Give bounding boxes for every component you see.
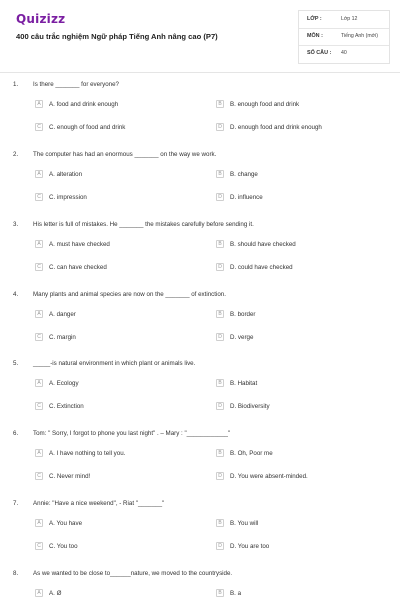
option-letter-box: A bbox=[35, 100, 43, 108]
option-letter-box: C bbox=[35, 263, 43, 271]
option-letter-box: D bbox=[216, 402, 224, 410]
info-value: 40 bbox=[341, 50, 347, 56]
option-a[interactable] bbox=[35, 238, 110, 250]
option-text: C. You too bbox=[49, 542, 78, 550]
question-2 bbox=[0, 149, 400, 217]
option-letter-box: B bbox=[216, 449, 224, 457]
question-number: 3. bbox=[13, 221, 19, 228]
question-8 bbox=[0, 568, 400, 600]
option-letter-box: A bbox=[35, 379, 43, 387]
option-text: B. Oh, Poor me bbox=[230, 449, 273, 457]
option-letter-box: A bbox=[35, 589, 43, 597]
option-text: C. Never mind! bbox=[49, 472, 91, 480]
question-text: The computer has had an enormous _______ on the way we work. bbox=[33, 151, 217, 158]
option-letter-box: C bbox=[35, 472, 43, 480]
option-text: C. enough of food and drink bbox=[49, 123, 126, 131]
question-1 bbox=[0, 79, 400, 147]
option-letter-box: B bbox=[216, 240, 224, 248]
option-c[interactable] bbox=[35, 400, 84, 412]
option-letter-box: D bbox=[216, 542, 224, 550]
info-row-subject bbox=[299, 28, 389, 46]
option-letter-box: A bbox=[35, 240, 43, 248]
option-text: A. Ø bbox=[49, 589, 62, 597]
option-text: C. can have checked bbox=[49, 263, 107, 271]
option-a[interactable] bbox=[35, 168, 82, 180]
option-c[interactable] bbox=[35, 261, 107, 273]
option-letter-box: A bbox=[35, 310, 43, 318]
option-c[interactable] bbox=[35, 331, 76, 343]
option-b[interactable] bbox=[216, 308, 255, 320]
quizizz-logo: Quizizz bbox=[16, 12, 66, 26]
option-text: A. alteration bbox=[49, 170, 83, 178]
option-text: C. margin bbox=[49, 333, 76, 341]
question-number: 1. bbox=[13, 81, 19, 88]
option-text: D. verge bbox=[230, 333, 254, 341]
option-text: B. border bbox=[230, 310, 256, 318]
option-a[interactable] bbox=[35, 308, 76, 320]
info-label: LỚP : bbox=[307, 16, 322, 22]
option-text: D. influence bbox=[230, 193, 263, 201]
option-letter-box: C bbox=[35, 123, 43, 131]
question-number: 5. bbox=[13, 360, 19, 367]
option-a[interactable] bbox=[35, 447, 125, 459]
option-text: D. could have checked bbox=[230, 263, 293, 271]
option-b[interactable] bbox=[216, 98, 299, 110]
option-b[interactable] bbox=[216, 238, 296, 250]
question-text: _____-is natural environment in which plant or animals live. bbox=[33, 360, 196, 367]
option-text: A. I have nothing to tell you. bbox=[49, 449, 126, 457]
option-letter-box: B bbox=[216, 519, 224, 527]
option-text: A. Ecology bbox=[49, 379, 79, 387]
option-letter-box: B bbox=[216, 100, 224, 108]
option-b[interactable] bbox=[216, 447, 273, 459]
option-letter-box: C bbox=[35, 193, 43, 201]
option-d[interactable] bbox=[216, 400, 270, 412]
info-value: Lớp 12 bbox=[341, 16, 358, 22]
option-d[interactable] bbox=[216, 261, 293, 273]
question-number: 2. bbox=[13, 151, 19, 158]
option-text: C. impression bbox=[49, 193, 87, 201]
option-text: A. danger bbox=[49, 310, 76, 318]
option-d[interactable] bbox=[216, 540, 269, 552]
option-text: A. You have bbox=[49, 519, 83, 527]
option-letter-box: C bbox=[35, 402, 43, 410]
option-d[interactable] bbox=[216, 470, 308, 482]
question-number: 7. bbox=[13, 500, 19, 507]
option-text: B. change bbox=[230, 170, 258, 178]
info-label: MÔN : bbox=[307, 33, 323, 39]
option-d[interactable] bbox=[216, 331, 253, 343]
option-a[interactable] bbox=[35, 587, 61, 599]
option-text: B. enough food and drink bbox=[230, 100, 300, 108]
question-text: Many plants and animal species are now on the _______ of extinction. bbox=[33, 291, 226, 298]
option-text: B. You will bbox=[230, 519, 259, 527]
option-letter-box: B bbox=[216, 310, 224, 318]
option-d[interactable] bbox=[216, 191, 263, 203]
option-text: B. should have checked bbox=[230, 240, 296, 248]
question-4 bbox=[0, 289, 400, 357]
question-text: Is there _______ for everyone? bbox=[33, 81, 119, 88]
option-text: C. Extinction bbox=[49, 402, 84, 410]
option-letter-box: A bbox=[35, 170, 43, 178]
option-text: D. You were absent-minded. bbox=[230, 472, 308, 480]
option-letter-box: A bbox=[35, 449, 43, 457]
option-c[interactable] bbox=[35, 470, 90, 482]
option-text: D. You are too bbox=[230, 542, 270, 550]
option-letter-box: B bbox=[216, 379, 224, 387]
worksheet-title: 400 câu trắc nghiệm Ngữ pháp Tiếng Anh nâng cao (P7) bbox=[16, 32, 218, 41]
option-c[interactable] bbox=[35, 121, 125, 133]
option-b[interactable] bbox=[216, 587, 241, 599]
question-number: 4. bbox=[13, 291, 19, 298]
header-divider bbox=[0, 72, 400, 73]
option-b[interactable] bbox=[216, 517, 258, 529]
option-letter-box: B bbox=[216, 170, 224, 178]
question-text: As we wanted to be close to______nature, we moved to the countryside. bbox=[33, 570, 233, 577]
question-number: 6. bbox=[13, 430, 19, 437]
info-row-count bbox=[299, 45, 389, 62]
info-label: SỐ CÂU : bbox=[307, 50, 332, 56]
question-text: Annie: "Have a nice weekend", - Riat "_______" bbox=[33, 500, 165, 507]
option-text: D. enough food and drink enough bbox=[230, 123, 322, 131]
worksheet-header bbox=[0, 0, 400, 70]
option-letter-box: A bbox=[35, 519, 43, 527]
option-c[interactable] bbox=[35, 540, 78, 552]
option-a[interactable] bbox=[35, 377, 79, 389]
option-letter-box: D bbox=[216, 333, 224, 341]
option-letter-box: C bbox=[35, 542, 43, 550]
option-letter-box: C bbox=[35, 333, 43, 341]
info-row-class bbox=[299, 11, 389, 29]
option-b[interactable] bbox=[216, 377, 257, 389]
option-text: B. Habitat bbox=[230, 379, 258, 387]
info-box bbox=[298, 10, 390, 64]
option-letter-box: B bbox=[216, 589, 224, 597]
option-d[interactable] bbox=[216, 121, 322, 133]
option-c[interactable] bbox=[35, 191, 87, 203]
question-7 bbox=[0, 498, 400, 566]
option-text: A. must have checked bbox=[49, 240, 110, 248]
option-text: A. food and drink enough bbox=[49, 100, 119, 108]
option-b[interactable] bbox=[216, 168, 258, 180]
question-number: 8. bbox=[13, 570, 19, 577]
info-value: Tiếng Anh (mới) bbox=[341, 33, 378, 39]
option-letter-box: D bbox=[216, 472, 224, 480]
option-a[interactable] bbox=[35, 517, 82, 529]
option-letter-box: D bbox=[216, 263, 224, 271]
option-letter-box: D bbox=[216, 123, 224, 131]
question-6 bbox=[0, 428, 400, 496]
question-text: Tom: " Sorry, I forgot to phone you last night" . – Mary : "____________" bbox=[33, 430, 231, 437]
question-5 bbox=[0, 358, 400, 426]
option-a[interactable] bbox=[35, 98, 118, 110]
question-3 bbox=[0, 219, 400, 287]
question-text: His letter is full of mistakes. He _______ the mistakes carefully before sending it. bbox=[33, 221, 254, 228]
option-text: D. Biodiversity bbox=[230, 402, 270, 410]
option-text: B. a bbox=[230, 589, 242, 597]
option-letter-box: D bbox=[216, 193, 224, 201]
